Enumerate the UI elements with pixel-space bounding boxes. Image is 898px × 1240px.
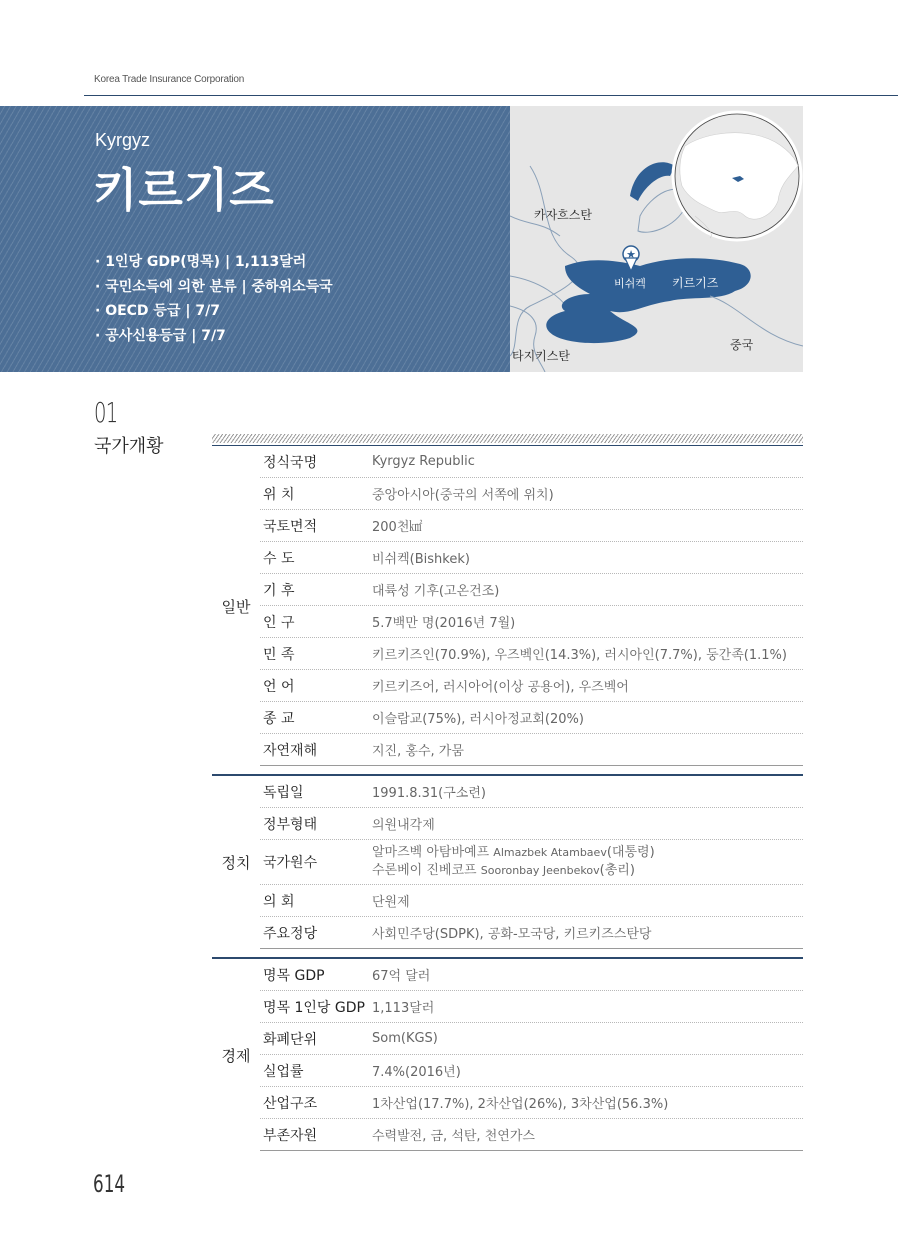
- row-value: Som(KGS): [372, 1031, 438, 1046]
- row-key: 정식국명: [263, 454, 318, 471]
- prime-minister-role: (총리): [599, 863, 635, 878]
- group-economy: [212, 957, 803, 1151]
- fact-income-class: · 국민소득에 의한 분류 | 중하위소득국: [95, 278, 333, 295]
- table-row: [260, 917, 803, 949]
- row-key: 독립일: [263, 784, 304, 801]
- map-label-bishkek: 비쉬켁: [614, 277, 646, 290]
- table-row: [260, 734, 803, 766]
- header-org-name: Korea Trade Insurance Corporation: [94, 74, 245, 85]
- row-value: 지진, 홍수, 가뭄: [372, 744, 464, 759]
- row-key: 자연재해: [263, 742, 318, 759]
- row-key: 의 회: [263, 893, 295, 910]
- section-title: 국가개황: [94, 436, 164, 457]
- map-label-tajikistan: 타지키스탄: [512, 349, 570, 363]
- table-row: [260, 808, 803, 840]
- row-value: 키르키즈어, 러시아어(이상 공용어), 우즈벡어: [372, 680, 629, 695]
- row-key: 언 어: [263, 678, 295, 695]
- prime-minister-name-ko: 수론베이 진베코프: [372, 863, 477, 878]
- row-key: 실업률: [263, 1063, 304, 1080]
- row-value: 대륙성 기후(고온건조): [372, 584, 500, 599]
- row-value: 1991.8.31(구소련): [372, 786, 486, 801]
- head-of-state-name-ko: 알마즈벡 아탐바예프: [372, 845, 490, 860]
- row-value: 중앙아시아(중국의 서쪽에 위치): [372, 488, 554, 503]
- map-label-china: 중국: [730, 338, 754, 352]
- group-label: 경제: [221, 1046, 251, 1065]
- table-row: [260, 1119, 803, 1151]
- country-name-en: Kyrgyz: [95, 130, 151, 150]
- fact-gdp-per-capita: · 1인당 GDP(명목) | 1,113달러: [95, 254, 307, 270]
- row-value: Kyrgyz Republic: [372, 454, 475, 469]
- table-row: [260, 446, 803, 478]
- group-label: 정치: [221, 854, 251, 872]
- table-row: [260, 776, 803, 808]
- row-value: 비쉬켁(Bishkek): [372, 552, 470, 567]
- table-row: [260, 574, 803, 606]
- head-of-state-role: (대통령): [606, 845, 655, 860]
- page-number: 614: [93, 1170, 126, 1198]
- row-value: [372, 840, 655, 884]
- row-key: 국토면적: [263, 518, 318, 535]
- row-key: 화폐단위: [263, 1031, 318, 1048]
- map-label-kazakhstan: 카자흐스탄: [534, 208, 592, 222]
- row-key: 인 구: [263, 614, 295, 631]
- section-number: 01: [94, 396, 118, 429]
- table-row: [260, 702, 803, 734]
- row-key: 국가원수: [263, 855, 318, 871]
- row-key: 명목 1인당 GDP: [263, 999, 365, 1016]
- row-key: 위 치: [263, 486, 295, 503]
- row-value: 의원내각제: [372, 818, 435, 833]
- row-key: 산업구조: [263, 1095, 318, 1112]
- group-label: 일반: [221, 597, 251, 616]
- header-divider: [84, 95, 898, 96]
- row-key: 명목 GDP: [263, 967, 325, 984]
- key-facts: [95, 250, 333, 348]
- row-key: 주요정당: [263, 925, 318, 942]
- row-value: 67억 달러: [372, 969, 431, 984]
- table-row: [260, 840, 803, 885]
- country-name-ko: 키르기즈: [93, 163, 275, 217]
- row-value: 수력발전, 금, 석탄, 천연가스: [372, 1129, 535, 1144]
- row-value: 5.7백만 명(2016년 7월): [372, 616, 516, 631]
- prime-minister-name-en: Sooronbay Jeenbekov: [480, 864, 600, 877]
- country-map: [510, 106, 803, 372]
- row-value: 키르키즈인(70.9%), 우즈벡인(14.3%), 러시아인(7.7%), 둥간족(1.1%): [372, 648, 787, 663]
- row-value: 7.4%(2016년): [372, 1065, 461, 1080]
- group-politics: [212, 774, 803, 949]
- table-row: [260, 670, 803, 702]
- table-row: [260, 991, 803, 1023]
- table-row: [260, 1055, 803, 1087]
- svg-text:★: ★: [626, 248, 636, 261]
- country-overview-table: [212, 445, 803, 1151]
- row-key: 기 후: [263, 582, 295, 599]
- table-row: [260, 885, 803, 917]
- table-row: [260, 1023, 803, 1055]
- table-row: [260, 606, 803, 638]
- table-row: [260, 1087, 803, 1119]
- row-value: 1,113달러: [372, 1001, 435, 1016]
- globe-inset: [673, 112, 801, 240]
- table-row: [260, 542, 803, 574]
- table-row: [260, 959, 803, 991]
- fact-oecd-grade: · OECD 등급 | 7/7: [95, 303, 220, 319]
- row-value: 사회민주당(SDPK), 공화-모국당, 키르키즈스탄당: [372, 927, 652, 942]
- row-key: 부존자원: [263, 1127, 318, 1144]
- map-label-kyrgyz: 키르기즈: [672, 276, 719, 290]
- head-of-state-name-en: Almazbek Atambaev: [493, 846, 607, 859]
- row-value: 단원제: [372, 895, 410, 910]
- table-row: [260, 510, 803, 542]
- table-row: [260, 478, 803, 510]
- row-key: 수 도: [263, 550, 295, 567]
- row-value: 1차산업(17.7%), 2차산업(26%), 3차산업(56.3%): [372, 1097, 669, 1112]
- row-value: 200천㎢: [372, 520, 423, 535]
- section-hatch-rule: [212, 434, 803, 443]
- table-row: [260, 638, 803, 670]
- row-key: 민 족: [263, 646, 295, 663]
- row-key: 정부형태: [263, 816, 318, 833]
- fact-credit-grade: · 공사신용등급 | 7/7: [95, 327, 226, 344]
- row-key: 종 교: [263, 710, 295, 727]
- group-general: [212, 445, 803, 766]
- row-value: 이슬람교(75%), 러시아정교회(20%): [372, 712, 584, 727]
